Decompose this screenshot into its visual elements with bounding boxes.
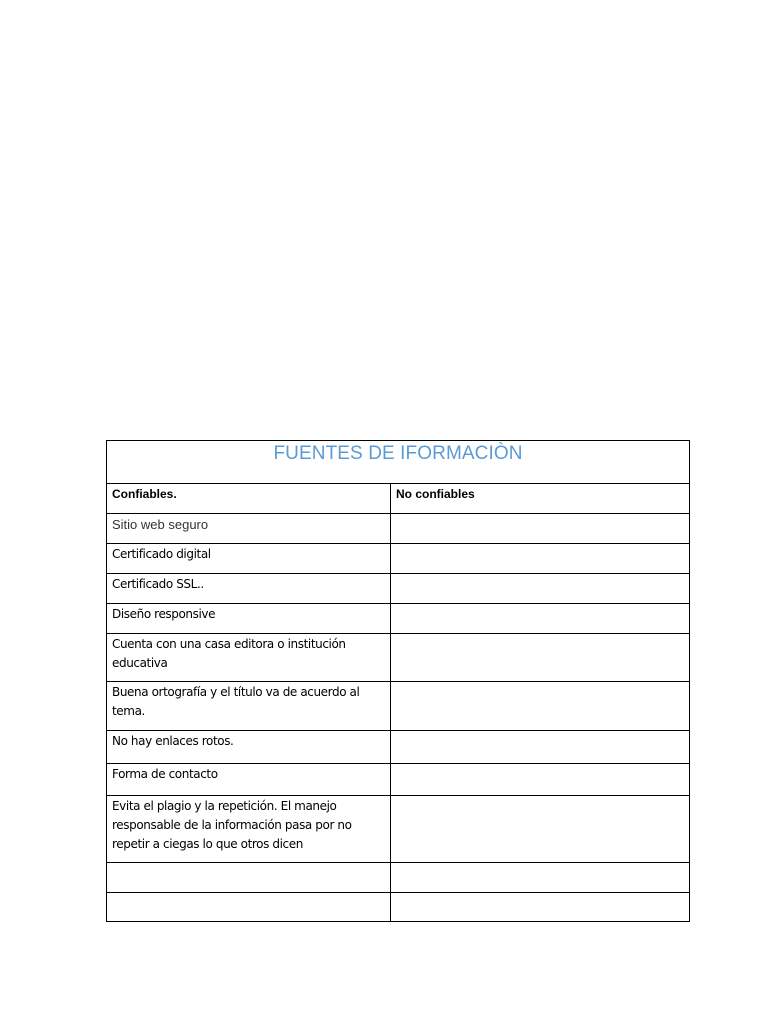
unreliable-cell xyxy=(391,544,690,574)
table-row xyxy=(107,634,690,682)
table-row xyxy=(107,604,690,634)
table-row xyxy=(107,893,690,922)
table-title: FUENTES DE IFORMACIÒN xyxy=(273,443,523,464)
unreliable-cell xyxy=(391,893,690,922)
unreliable-cell xyxy=(391,764,690,796)
table-row xyxy=(107,731,690,764)
reliable-cell xyxy=(107,764,391,796)
unreliable-text xyxy=(396,544,684,545)
reliable-cell xyxy=(107,514,391,544)
reliable-text: Forma de contacto xyxy=(112,767,218,781)
table-title-cell xyxy=(107,441,690,484)
table-header-row xyxy=(107,484,690,514)
unreliable-text xyxy=(396,731,684,732)
header-unreliable-label: No confiables xyxy=(396,487,475,501)
table-row xyxy=(107,574,690,604)
unreliable-text xyxy=(396,682,684,683)
unreliable-text xyxy=(396,634,684,635)
table-row xyxy=(107,764,690,796)
table-row xyxy=(107,796,690,863)
unreliable-cell xyxy=(391,796,690,863)
reliable-cell xyxy=(107,796,391,863)
reliable-text: Diseño responsive xyxy=(112,607,216,621)
header-reliable-label: Confiables. xyxy=(112,487,177,501)
reliable-cell xyxy=(107,604,391,634)
table-row xyxy=(107,544,690,574)
unreliable-cell xyxy=(391,731,690,764)
table-title-row xyxy=(107,441,690,484)
table-row xyxy=(107,682,690,731)
table-row xyxy=(107,514,690,544)
unreliable-cell xyxy=(391,682,690,731)
reliable-text xyxy=(112,893,385,894)
unreliable-text xyxy=(396,893,684,894)
unreliable-cell xyxy=(391,604,690,634)
reliable-text: Certificado digital xyxy=(112,547,211,561)
information-sources-table xyxy=(106,440,690,922)
unreliable-text xyxy=(396,574,684,575)
unreliable-cell xyxy=(391,514,690,544)
reliable-cell xyxy=(107,863,391,893)
reliable-text: Evita el plagio y la repetición. El manejo responsable de la información pasa por no repetir a ciegas lo que otros dicen xyxy=(112,799,352,851)
unreliable-text xyxy=(396,796,684,797)
reliable-text: Sitio web seguro xyxy=(112,517,209,532)
unreliable-text xyxy=(396,863,684,864)
reliable-cell xyxy=(107,893,391,922)
reliable-text: Buena ortografía y el título va de acuerdo al tema. xyxy=(112,685,360,718)
unreliable-cell xyxy=(391,634,690,682)
unreliable-cell xyxy=(391,863,690,893)
header-reliable xyxy=(107,484,391,514)
reliable-cell xyxy=(107,731,391,764)
reliable-text xyxy=(112,863,385,864)
unreliable-text xyxy=(396,764,684,765)
reliable-cell xyxy=(107,682,391,731)
unreliable-cell xyxy=(391,574,690,604)
header-unreliable xyxy=(391,484,690,514)
reliable-text: No hay enlaces rotos. xyxy=(112,734,234,748)
table-row xyxy=(107,863,690,893)
unreliable-text xyxy=(396,514,684,515)
reliable-text: Cuenta con una casa editora o institución educativa xyxy=(112,637,346,670)
reliable-cell xyxy=(107,634,391,682)
reliable-text: Certificado SSL.. xyxy=(112,577,204,591)
reliable-cell xyxy=(107,574,391,604)
reliable-cell xyxy=(107,544,391,574)
unreliable-text xyxy=(396,604,684,605)
